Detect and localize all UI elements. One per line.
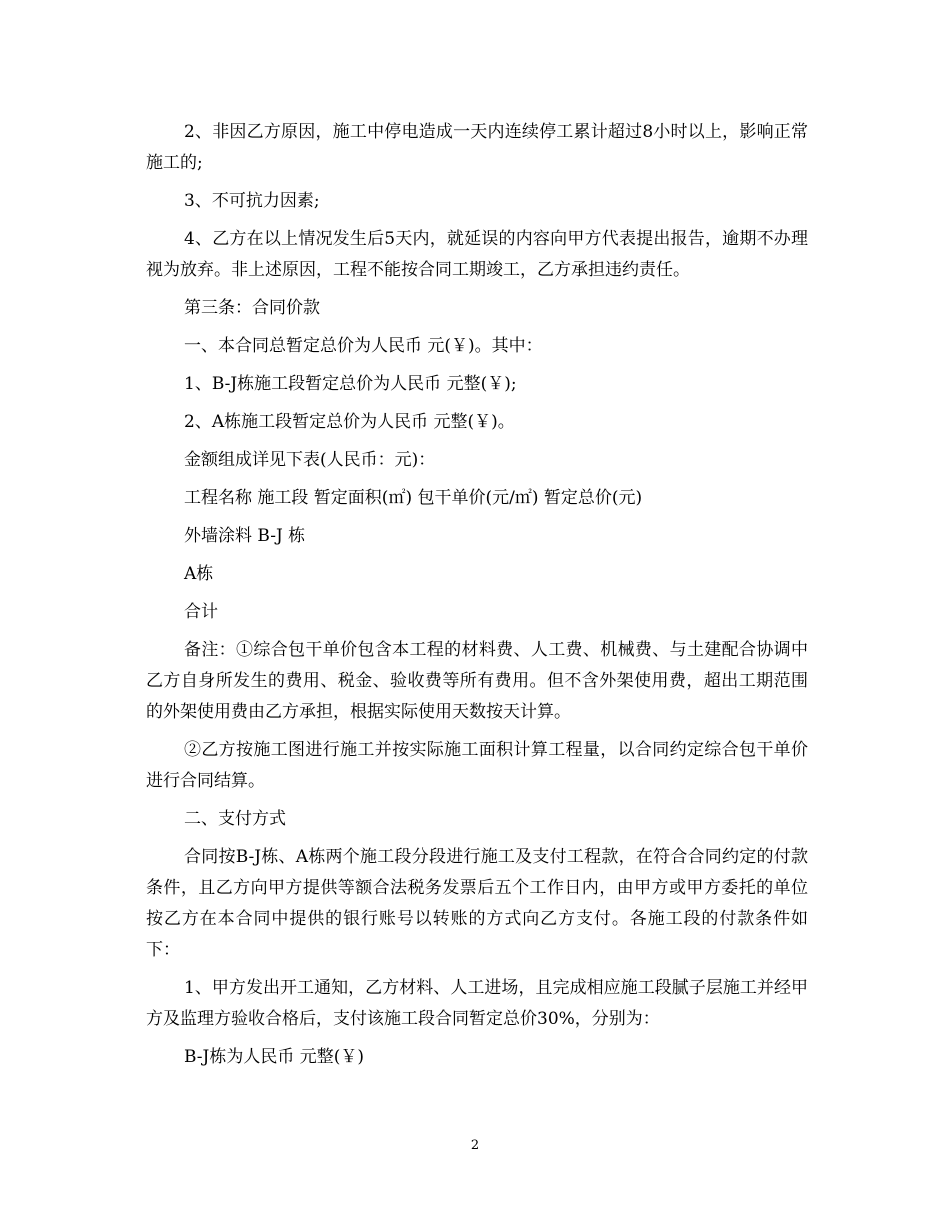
clause-force-majeure: 3、不可抗力因素; [184,191,320,211]
section-heading-contract-price: 第三条：合同价款 [184,298,320,318]
remark-note-2: ②乙方按施工图进行施工并按实际施工面积计算工程量，以合同约定综合包干单价进行合同结算。 [146,740,808,791]
table-row-exterior-coating: 外墙涂料 B-J 栋 [184,526,306,546]
clause-power-outage: 2、非因乙方原因，施工中停电造成一天内连续停工累计超过8小时以上，影响正常施工的; [146,122,808,173]
total-price-line: 一、本合同总暂定总价为人民币 元(￥)。其中： [184,336,543,356]
bj-payment-line: B-J栋为人民币 元整(￥) [184,1047,365,1067]
page-number: 2 [470,1138,480,1153]
payment-method-body: 合同按B-J栋、A栋两个施工段分段进行施工及支付工程款，在符合合同约定的付款条件，且乙方向甲方提供等额合法税务发票后五个工作日内，由甲方或甲方委托的单位按乙方在本合同中提供的银行账号以转账的方式向乙方支付。各施工段的付款条件如下： [146,847,808,960]
table-row-total: 合计 [184,602,218,622]
table-header-line: 工程名称 施工段 暂定面积(㎡) 包干单价(元/㎡) 暂定总价(元) [184,488,643,508]
payment-condition-1: 1、甲方发出开工通知，乙方材料、人工进场，且完成相应施工段腻子层施工并经甲方及监理方验收合格后，支付该施工段合同暂定总价30%，分别为： [146,978,808,1029]
bj-section-price-line: 1、B-J栋施工段暂定总价为人民币 元整(￥); [184,374,517,394]
amount-composition-line: 金额组成详见下表(人民币：元)： [184,450,436,470]
remark-note-1: 备注：①综合包干单价包含本工程的材料费、人工费、机械费、与土建配合协调中乙方自身所发生的费用、税金、验收费等所有费用。但不含外架使用费，超出工期范围的外架使用费由乙方承担，根据实际使用天数按天计算。 [146,640,808,722]
document-body [146,117,808,1080]
a-section-price-line: 2、A栋施工段暂定总价为人民币 元整(￥)。 [184,412,515,432]
table-row-building-a: A栋 [184,564,214,584]
clause-delay-report: 4、乙方在以上情况发生后5天内，就延误的内容向甲方代表提出报告，逾期不办理视为放弃。非上述原因，工程不能按合同工期竣工，乙方承担违约责任。 [146,229,808,280]
section-heading-payment-method: 二、支付方式 [184,809,286,829]
